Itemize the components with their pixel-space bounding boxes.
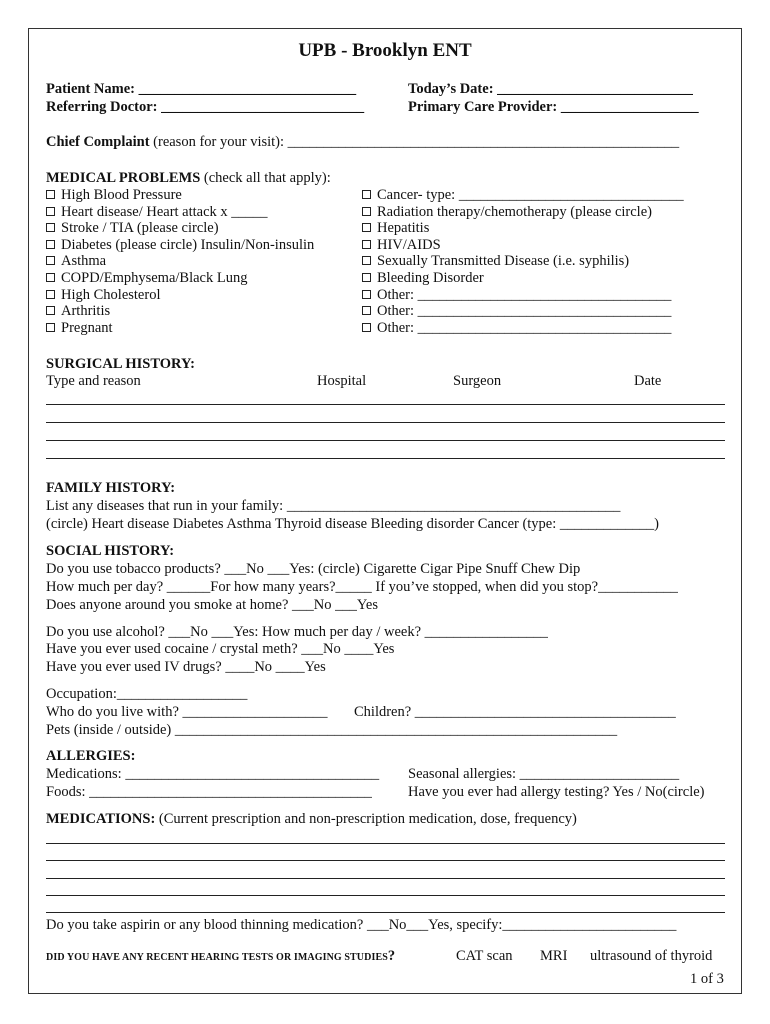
surgical-col-surgeon: Surgeon (453, 373, 502, 389)
pets-field[interactable]: Pets (inside / outside) _____________________________________________________________ (46, 722, 618, 738)
surgical-entry-line[interactable] (46, 440, 725, 441)
surgical-entry-line[interactable] (46, 404, 725, 405)
checkbox-icon[interactable] (362, 223, 371, 232)
checkbox-item[interactable] (46, 320, 113, 337)
checkbox-icon[interactable] (362, 190, 371, 199)
checkbox-item[interactable] (46, 303, 110, 320)
iv-drugs-question[interactable]: Have you ever used IV drugs? ____No ____Yes (46, 659, 326, 675)
form-title: UPB - Brooklyn ENT (298, 40, 472, 61)
todays-date-field[interactable]: Today’s Date: ___________________________ (408, 81, 693, 97)
checkbox-label: Pregnant (61, 320, 113, 336)
checkbox-item[interactable] (362, 237, 441, 254)
medical-problems-heading (46, 170, 331, 187)
checkbox-icon[interactable] (46, 240, 55, 249)
medication-entry-line[interactable] (46, 895, 725, 896)
checkbox-label: Other: ___________________________________ (377, 303, 672, 319)
allergies-heading: ALLERGIES: (46, 748, 136, 764)
children-field[interactable]: Children? ____________________________________ (354, 704, 676, 720)
medication-entry-line[interactable] (46, 912, 725, 913)
checkbox-item[interactable] (46, 187, 182, 204)
alcohol-question[interactable]: Do you use alcohol? ___No ___Yes: How much per day / week? _________________ (46, 624, 548, 640)
checkbox-icon[interactable] (46, 273, 55, 282)
checkbox-label: Diabetes (please circle) Insulin/Non-insulin (61, 237, 315, 253)
checkbox-icon[interactable] (46, 256, 55, 265)
imaging-question-mark: ? (387, 948, 396, 964)
aspirin-question[interactable]: Do you take aspirin or any blood thinning medication? ___No___Yes, specify:________________________ (46, 917, 677, 933)
checkbox-item[interactable] (46, 253, 106, 270)
primary-care-field[interactable]: Primary Care Provider: ___________________ (408, 99, 699, 115)
chief-complaint-field[interactable] (46, 134, 679, 151)
checkbox-label: High Cholesterol (61, 287, 161, 303)
checkbox-label: Radiation therapy/chemotherapy (please circle) (377, 204, 652, 220)
checkbox-item[interactable] (362, 204, 652, 221)
live-with-field[interactable]: Who do you live with? ____________________ (46, 704, 328, 720)
medication-entry-line[interactable] (46, 843, 725, 844)
checkbox-label: COPD/Emphysema/Black Lung (61, 270, 248, 286)
checkbox-icon[interactable] (362, 256, 371, 265)
surgical-col-hospital: Hospital (317, 373, 367, 389)
checkbox-icon[interactable] (362, 323, 371, 332)
chief-complaint-label: Chief Complaint (46, 134, 150, 150)
surgical-entry-line[interactable] (46, 458, 725, 459)
checkbox-label: Asthma (61, 253, 107, 269)
checkbox-item[interactable] (46, 237, 314, 254)
smoke-at-home-question[interactable]: Does anyone around you smoke at home? ___No ___Yes (46, 597, 378, 613)
checkbox-icon[interactable] (362, 240, 371, 249)
checkbox-label: Sexually Transmitted Disease (i.e. syphilis) (377, 253, 630, 269)
medications-note: (Current prescription and non-prescription medication, dose, frequency) (155, 811, 577, 827)
seasonal-allergies-field[interactable]: Seasonal allergies: ______________________ (408, 766, 680, 782)
medication-entry-line[interactable] (46, 860, 725, 861)
tobacco-question[interactable]: Do you use tobacco products? ___No ___Yes: (circle) Cigarette Cigar Pipe Snuff Chew Dip (46, 561, 581, 577)
checkbox-icon[interactable] (362, 290, 371, 299)
checkbox-label: Hepatitis (377, 220, 430, 236)
surgical-history-heading: SURGICAL HISTORY: (46, 356, 195, 372)
checkbox-label: Other: ___________________________________ (377, 287, 672, 303)
checkbox-icon[interactable] (362, 273, 371, 282)
imaging-option-cat[interactable]: CAT scan (456, 948, 513, 964)
checkbox-item[interactable] (362, 303, 671, 320)
surgical-col-type: Type and reason (46, 373, 141, 389)
referring-doctor-field[interactable]: Referring Doctor: ____________________________ (46, 99, 365, 115)
checkbox-icon[interactable] (362, 306, 371, 315)
family-history-heading: FAMILY HISTORY: (46, 480, 176, 496)
checkbox-label: Cancer- type: _______________________________ (377, 187, 684, 203)
medication-entry-line[interactable] (46, 878, 725, 879)
checkbox-icon[interactable] (362, 207, 371, 216)
checkbox-item[interactable] (362, 320, 671, 337)
medications-heading (46, 811, 577, 828)
medical-problems-title: MEDICAL PROBLEMS (46, 170, 201, 186)
medications-title: MEDICATIONS: (46, 811, 156, 827)
medical-problems-note: (check all that apply): (200, 170, 331, 186)
medication-allergies-field[interactable]: Medications: ___________________________________ (46, 766, 380, 782)
checkbox-item[interactable] (362, 270, 484, 287)
checkbox-label: Heart disease/ Heart attack x _____ (61, 204, 268, 220)
checkbox-item[interactable] (46, 287, 160, 304)
checkbox-item[interactable] (362, 220, 429, 237)
imaging-question (46, 948, 409, 966)
page-number: 1 of 3 (690, 971, 724, 987)
family-diseases-field[interactable]: List any diseases that run in your family: ______________________________________________ (46, 498, 621, 514)
checkbox-label: Bleeding Disorder (377, 270, 484, 286)
checkbox-icon[interactable] (46, 190, 55, 199)
social-history-heading: SOCIAL HISTORY: (46, 543, 175, 559)
imaging-question-text: DID YOU HAVE ANY RECENT HEARING TESTS OR IMAGING STUDIES (46, 952, 388, 963)
checkbox-item[interactable] (46, 270, 247, 287)
surgical-col-date: Date (634, 373, 662, 389)
checkbox-label: High Blood Pressure (61, 187, 182, 203)
checkbox-label: Stroke / TIA (please circle) (61, 220, 219, 236)
checkbox-icon[interactable] (46, 323, 55, 332)
allergy-testing-question[interactable]: Have you ever had allergy testing? Yes / No(circle) (408, 784, 705, 800)
checkbox-item[interactable] (362, 253, 629, 270)
checkbox-item[interactable] (46, 204, 268, 221)
imaging-option-mri[interactable]: MRI (540, 948, 568, 964)
surgical-entry-line[interactable] (46, 422, 725, 423)
checkbox-label: Arthritis (61, 303, 111, 319)
chief-complaint-rest: (reason for your visit): ______________________________________________________ (149, 134, 680, 150)
checkbox-item[interactable] (362, 187, 684, 204)
food-allergies-field[interactable]: Foods: _______________________________________ (46, 784, 372, 800)
tobacco-amount-question[interactable]: How much per day? ______For how many years?_____ If you’ve stopped, when did you stop?___________ (46, 579, 678, 595)
cocaine-question[interactable]: Have you ever used cocaine / crystal meth? ___No ____Yes (46, 641, 395, 657)
imaging-option-thyroid[interactable]: ultrasound of thyroid (590, 948, 713, 964)
family-diseases-circle[interactable]: (circle) Heart disease Diabetes Asthma Thyroid disease Bleeding disorder Cancer (type: _____________) (46, 516, 659, 532)
occupation-field[interactable]: Occupation:__________________ (46, 686, 248, 702)
checkbox-item[interactable] (362, 287, 671, 304)
patient-name-field[interactable]: Patient Name: ______________________________ (46, 81, 357, 97)
checkbox-icon[interactable] (46, 207, 55, 216)
checkbox-label: HIV/AIDS (377, 237, 441, 253)
checkbox-icon[interactable] (46, 306, 55, 315)
checkbox-icon[interactable] (46, 223, 55, 232)
checkbox-label: Other: ___________________________________ (377, 320, 672, 336)
checkbox-icon[interactable] (46, 290, 55, 299)
checkbox-item[interactable] (46, 220, 219, 237)
